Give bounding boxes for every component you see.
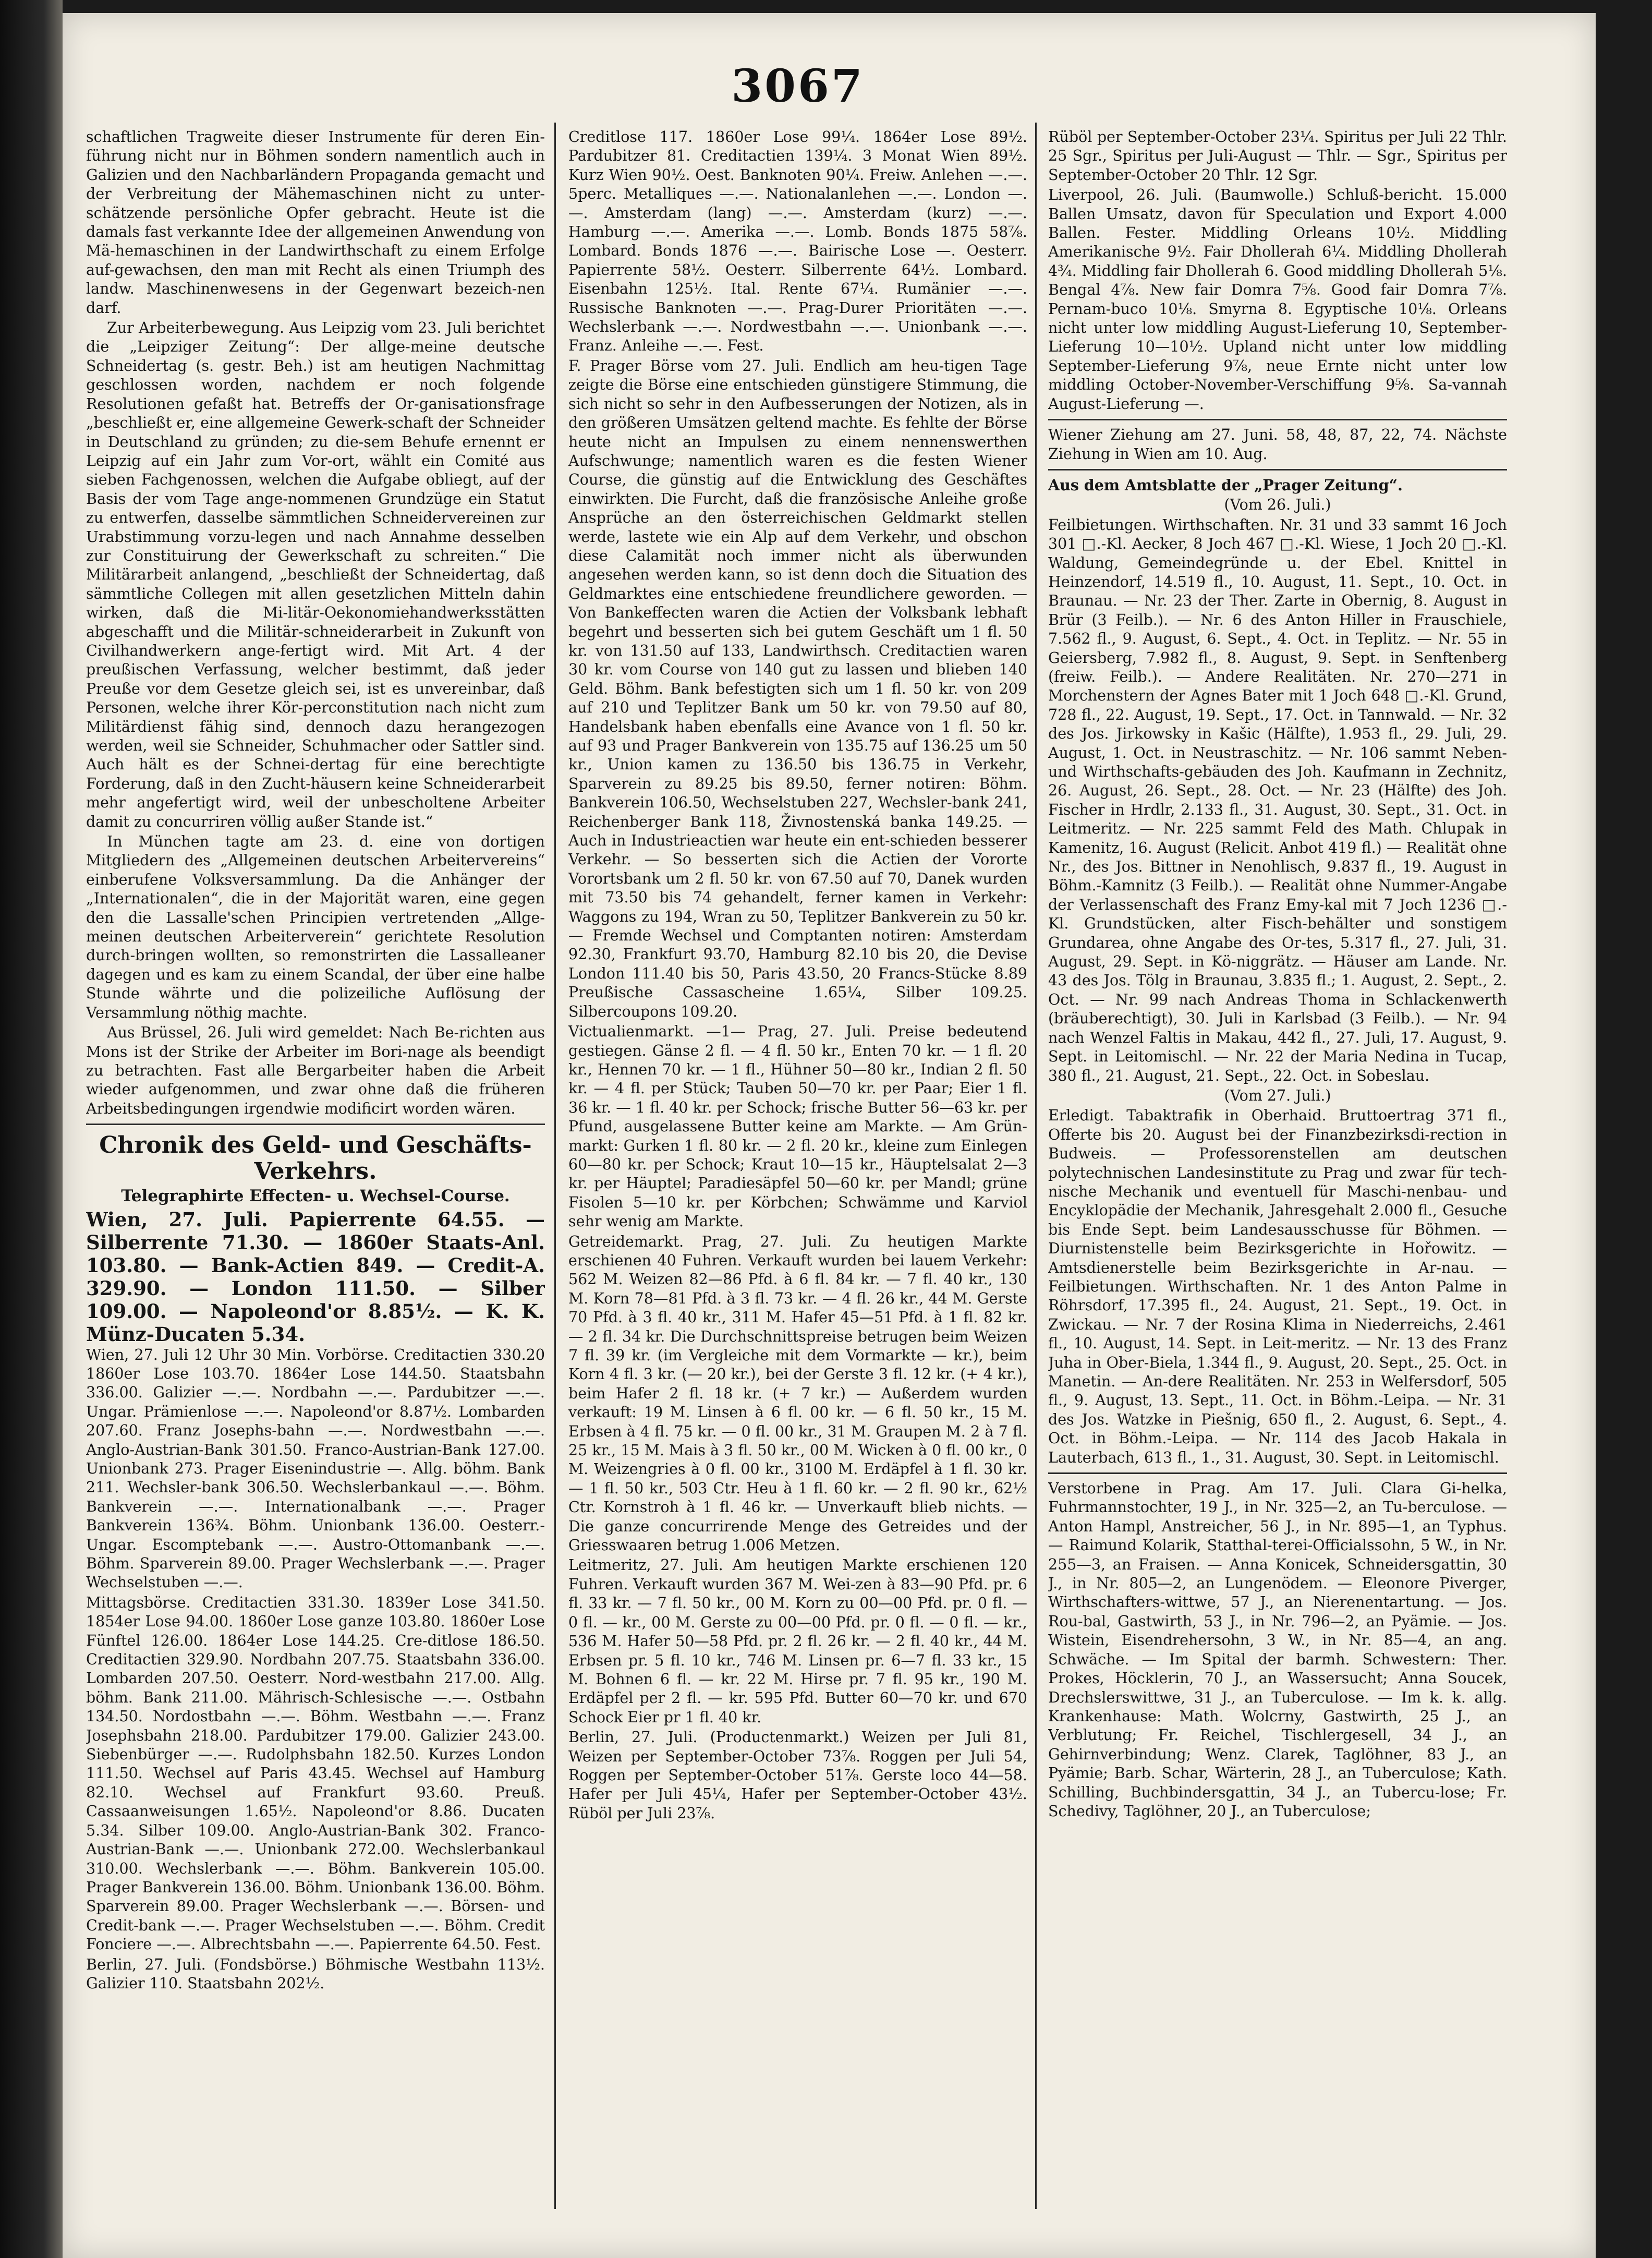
article-paragraph: (Vom 27. Juli.) — [1224, 1086, 1331, 1104]
column-rule-1 — [554, 123, 556, 2209]
article-paragraph: Getreidemarkt. Prag, 27. Juli. Zu heutigen Markte erschienen 40 Fuhren. Verkauft wurden bei lauem Verkehr: 562 M. Weizen 82—86 Pfd. à 6 fl. 84 kr. — 7 fl. 40 kr., 130 M. Korn 78—81 Pfd. à 3 fl. 73 kr. — 4 fl. 26 kr., 44 M. Gerste 70 Pfd. à 3 fl. 40 kr., 311 M. Hafer 45—51 Pfd. à 1 fl. 82 kr. — 2 fl. 34 kr. Die Durchschnittspreise betrugen beim Weizen 7 fl. 39 kr. (im Vergleiche mit dem Vormarkte — kr.), beim Korn 4 fl. 3 kr. (— 20 kr.), bei der Gerste 3 fl. 12 kr. (+ 4 kr.), beim Hafer 2 fl. 18 kr. (+ 7 kr.) — Außerdem wurden verkauft: 19 M. Linsen à 6 fl. 00 kr. — 6 fl. 50 kr., 15 M. Erbsen à 4 fl. 75 kr. — 0 fl. 00 kr., 31 M. Graupen M. 2 à 7 fl. 25 kr., 15 M. Mais à 3 fl. 50 kr., 00 M. Wicken à 0 fl. 00 kr., 0 M. Weizengries à 0 fl. 00 kr., 3100 M. Erdäpfel à 1 fl. 30 kr. — 1 fl. 50 kr., 503 Ctr. Heu à 1 fl. 60 kr. — 2 fl. 90 kr., 62½ Ctr. Kornstroh à 1 fl. 46 kr. — Unverkauft blieb nichts. — Die ganze concurrirende Menge des Getreides und der Griesswaaren betrug 1.006 Metzen. — [568, 1233, 1027, 1554]
section-subtitle: Telegraphirte Effecten- u. Wechsel-Course. — [121, 1187, 510, 1206]
article-paragraph: Leitmeritz, 27. Juli. Am heutigen Markte erschienen 120 Fuhren. Verkauft wurden 367 M. Wei-zen à 83—90 Pfd. pr. 6 fl. 33 kr. — 7 fl. 50 kr., 00 M. Korn zu 00—00 Pfd. pr. 0 fl. — 0 fl. — kr., 00 M. Gerste zu 00—00 Pfd. pr. 0 fl. — 0 fl. — kr., 536 M. Hafer 50—58 Pfd. pr. 2 fl. 26 kr. — 2 fl. 40 kr., 44 M. Erbsen pr. 5 fl. 10 kr., 746 M. Linsen pr. 6—7 fl. 33 kr., 15 M. Bohnen 6 fl. — kr. 22 M. Hirse pr. 7 fl. 95 kr., 190 M. Erdäpfel per 2 fl. — kr. 595 Pfd. Butter 60—70 kr. und 670 Schock Eier pr 1 fl. 40 kr. — [568, 1556, 1027, 1726]
section-divider — [1048, 419, 1507, 420]
article-paragraph: Verstorbene in Prag. Am 17. Juli. Clara Gi-helka, Fuhrmannstochter, 19 J., in Nr. 325—2, an Tu-berculose. — Anton Hampl, Anstreicher, 56 J., in Nr. 895—1, an Typhus. — Raimund Kolarik, Statthal-terei-Officialssohn, 5 W., in Nr. 255—3, an Fraisen. — Anna Konicek, Schneidersgattin, 30 J., in Nr. 805—2, an Lungenödem. — Eleonore Piverger, Wirthschafters-wittwe, 57 J., an Nierenentartung. — Jos. Rou-bal, Gastwirth, 53 J., in Nr. 796—2, an Pyämie. — Jos. Wistein, Eisendrehersohn, 3 W., in Nr. 85—4, an ang. Schwäche. — Im Spital der barmh. Schwestern: Ther. Prokes, Höcklerin, 70 J., an Wassersucht; Anna Soucek, Drechslerswittwe, 31 J., an Tuberculose. — Im k. k. allg. Krankenhause: Math. Wolcrny, Gastwirth, 25 J., an Verblutung; Fr. Reichel, Tischlergesell, 34 J., an Gehirnverbindung; Wenz. Clarek, Taglöhner, 83 J., an Pyämie; Barb. Schar, Wärterin, 28 J., an Tuberculose; Kath. Schilling, Buchbindersgattin, 34 J., an Tubercu-lose; Fr. Schedivy, Taglöhner, 20 J., an Tuberculose; — [1048, 1480, 1507, 1820]
column-1 — [86, 128, 545, 2212]
scan-border — [0, 0, 63, 2258]
article-paragraph: Aus dem Amtsblatte der „Prager Zeitung“. — [1048, 476, 1403, 494]
vienna-rates: Wien, 27. Juli. Papierrente 64.55. — Silberrente 71.30. — 1860er Staats-Anl. 103.80. — Bank-Actien 849. — Credit-A. 329.90. — London 111.50. — Silber 109.00. — Napoleond'or 8.85½. — K. K. Münz-Ducaten 5.34. — [86, 1208, 545, 1346]
section-title: Chronik des Geld- und Geschäfts-Verkehrs. — [99, 1132, 532, 1185]
article-paragraph: Berlin, 27. Juli. (Fondsbörse.) Böhmische Westbahn 113½. Galizier 110. Staatsbahn 202½. — [86, 1955, 545, 1992]
article-paragraph: (Vom 26. Juli.) — [1224, 496, 1331, 514]
article-paragraph: Creditlose 117. 1860er Lose 99¼. 1864er Lose 89½. Pardubitzer 81. Creditactien 139¼. 3 Monat Wien 89½. Kurz Wien 90½. Oest. Banknoten 90¼. Freiw. Anlehen —.—. 5perc. Metalliques —.—. Nationalanlehen —.—. London —.—. Amsterdam (lang) —.—. Amsterdam (kurz) —.—. Hamburg —.—. Amerika —.—. Lomb. Bonds 1875 58⅞. Lombard. Bonds 1876 —.—. Bairische Lose —. Oesterr. Papierrente 58½. Oesterr. Silberrente 64½. Lombard. Eisenbahn 125½. Ital. Rente 67¼. Rumänier —.—. Russische Banknoten —.—. Prag-Durer Prioritäten —.—. Wechslerbank —.—. Nordwestbahn —.—. Unionbank —.—. Franz. Anleihe —.—. Fest. — [568, 128, 1027, 355]
article-paragraph: Rüböl per September-October 23¼. Spiritus per Juli 22 Thlr. 25 Sgr., Spiritus per Juli-August — Thlr. — Sgr., Spiritus per September-October 20 Thlr. 12 Sgr. — [1048, 128, 1507, 184]
article-paragraph: Liverpool, 26. Juli. (Baumwolle.) Schluß-bericht. 15.000 Ballen Umsatz, davon für Speculation und Export 4.000 Ballen. Fester. Middling Orleans 10½. Middling Amerikanische 9½. Fair Dhollerah 6¼. Middling Dhollerah 4¾. Middling fair Dhollerah 6. Good middling Dhollerah 5⅛. Bengal 4⅞. New fair Domra 7⅝. Good fair Domra 7⅞. Pernam-buco 10⅛. Smyrna 8. Egyptische 10⅛. Orleans nicht unter low middling August-Lieferung 10, September-Lieferung 10—10½. Upland nicht unter low middling September-Lieferung 9⅞, neue Ernte nicht unter low middling October-November-Verschiffung 9⅝. Sa-vannah August-Lieferung —. — [1048, 186, 1507, 413]
article-paragraph: Wien, 27. Juli 12 Uhr 30 Min. Vorbörse. Creditactien 330.20 1860er Lose 103.70. 1864er Lose 144.50. Staatsbahn 336.00. Galizier —.—. Nordbahn —.—. Pardubitzer —.—. Ungar. Prämienlose —.—. Napoleond'or 8.87½. Lombarden 207.60. Franz Josephs-bahn —.—. Nordwestbahn —.—. Anglo-Austrian-Bank 301.50. Franco-Austrian-Bank 127.00. Unionbank 273. Prager Eisenindustrie —. Allg. böhm. Bank 211. Wechsler-bank 306.50. Wechslerbankaul —.—. Böhm. Bankverein —.—. Internationalbank —.—. Prager Bankverein 136¾. Böhm. Unionbank 136.00. Oesterr.-Ungar. Escomptebank —.—. Austro-Ottomanbank —.—. Böhm. Sparverein 89.00. Prager Wechslerbank —.—. Prager Wechselstuben —.—. — [86, 1346, 545, 1591]
section-divider — [86, 1124, 545, 1125]
article-paragraph: Mittagsbörse. Creditactien 331.30. 1839er Lose 341.50. 1854er Lose 94.00. 1860er Lose ganze 103.80. 1860er Lose Fünftel 126.00. 1864er Lose 144.25. Cre-ditlose 186.50. Creditactien 329.90. Nordbahn 207.75. Staatsbahn 336.00. Lombarden 207.50. Oesterr. Nord-westbahn 217.00. Allg. böhm. Bank 211.00. Mährisch-Schlesische —.—. Ostbahn 134.50. Nordostbahn —.—. Böhm. Westbahn —.—. Franz Josephsbahn 218.00. Pardubitzer 179.00. Galizier 243.00. Siebenbürger —.—. Rudolphsbahn 182.50. Kurzes London 111.50. Wechsel auf Paris 43.45. Wechsel auf Hamburg 82.10. Wechsel auf Frankfurt 93.60. Preuß. Cassaanweisungen 1.65½. Napoleond'or 8.86. Ducaten 5.34. Silber 109.00. Anglo-Austrian-Bank 302. Franco-Austrian-Bank —.—. Unionbank 272.00. Wechslerbankaul 310.00. Wechslerbank —.—. Böhm. Bankverein 105.00. Prager Bankverein 136.00. Böhm. Unionbank 136.00. Böhm. Sparverein 89.00. Prager Wechslerbank —.—. Börsen- und Credit-bank —.—. Prager Wechselstuben —.—. Böhm. Credit Fonciere —.—. Albrechtsbahn —.—. Papierrente 64.50. Fest. — [86, 1593, 545, 1953]
column-rule-2 — [1035, 123, 1037, 2209]
article-paragraph: Erledigt. Tabaktrafik in Oberhaid. Bruttoertrag 371 fl., Offerte bis 20. August bei der Finanzbezirksdi-rection in Budweis. — Professorenstellen am deutschen polytechnischen Landesinstitute zu Prag und zwar für tech-nische Mechanik und eventuell für Maschi-nenbau- und Encyklopädie der Mechanik, Jahresgehalt 2.000 fl., Gesuche bis Ende Sept. beim Landesausschusse für Böhmen. — Diurnistenstelle beim Bezirksgerichte in Hořowitz. — Amtsdienerstelle beim Bezirksgerichte in Ar-nau. — Feilbietungen. Wirthschaften. Nr. 1 des Anton Palme in Röhrsdorf, 17.395 fl., 24. August, 21. Sept., 19. Oct. in Zwickau. — Nr. 7 der Rosina Klima in Niederreichs, 2.461 fl., 10. August, 14. Sept. in Leit-meritz. — Nr. 13 des Franz Juha in Ober-Biela, 1.344 fl., 9. August, 20. Sept., 25. Oct. in Manetin. — An-dere Realitäten. Nr. 253 in Welfersdorf, 505 fl., 9. August, 13. Sept., 11. Oct. in Böhm.-Leipa. — Nr. 31 des Jos. Watzke in Piešnig, 650 fl., 2. August, 6. Sept., 4. Oct. in Böhm.-Leipa. — Nr. 114 des Jacob Hakala in Lauterbach, 613 fl., 1., 31. August, 30. Sept. in Leitomischl. — [1048, 1107, 1507, 1466]
section-divider — [1048, 469, 1507, 470]
article-paragraph: Feilbietungen. Wirthschaften. Nr. 31 und 33 sammt 16 Joch 301 □.-Kl. Aecker, 8 Joch 467 □.-Kl. Wiese, 1 Joch 20 □.-Kl. Waldung, Gemeindegründe u. der Ebel. Knittel in Heinzendorf, 14.519 fl., 10. August, 11. Sept., 10. Oct. in Braunau. — Nr. 23 der Ther. Zarte in Obernig, 8. August in Brür (3 Feilb.). — Nr. 6 des Anton Hiller in Frauschiele, 7.562 fl., 9. August, 6. Sept., 4. Oct. in Teplitz. — Nr. 55 in Geiersberg, 7.982 fl., 8. August, 9. Sept. in Senftenberg (freiw. Feilb.). — Andere Realitäten. Nr. 270—271 in Morchenstern der Agnes Bater mit 1 Joch 648 □.-Kl. Grund, 728 fl., 22. August, 19. Sept., 17. Oct. in Tannwald. — Nr. 32 des Jos. Jirkowsky in Kašic (Hälfte), 1.953 fl., 29. Juli, 29. August, 1. Oct. in Neustraschitz. — Nr. 106 sammt Neben- und Wirthschafts-gebäuden des Joh. Kaufmann in Zechnitz, 26. August, 26. Sept., 28. Oct. — Nr. 23 (Hälfte) des Joh. Fischer in Hrdlr, 2.133 fl., 31. August, 30. Sept., 31. Oct. in Leitmeritz. — Nr. 225 sammt Feld des Math. Chlupak in Kamenitz, 16. August (Relicit. Anbot 419 fl.) — Realität ohne Nr., des Jos. Bittner in Nenohlisch, 9.837 fl., 19. August in Böhm.-Kamnitz (3 Feilb.). — Realität ohne Nummer-Angabe der Verlassenschaft des Franz Emy-kal mit 7 Joch 1236 □.-Kl. Grundstücken, alter Fisch-behälter und sonstigem Grundarea, ohne Angabe des Or-tes, 5.317 fl., 27. Juli, 31. August, 29. Sept. in Kö-niggrätz. — Häuser am Lande. Nr. 43 des Jos. Tölg in Braunau, 3.835 fl.; 1. August, 2. Sept., 2. Oct. — Nr. 99 nach Andreas Thoma in Schlackenwerth (bräuberechtigt), 30. Juli in Karlsbad (3 Feilb.). — Nr. 94 nach Wenzel Faltis in Makau, 442 fl., 27. Juli, 17. August, 9. Sept. in Leitomischl. — Nr. 22 der Maria Nedina in Tucap, 380 fl., 21. August, 21. Sept., 22. Oct. in Sobeslau. — [1048, 516, 1507, 1084]
article-paragraph: Aus Brüssel, 26. Juli wird gemeldet: Nach Be-richten aus Mons ist der Strike der Arbeiter im Bori-nage als beendigt zu betrachten. Fast alle Bergarbeiter haben die Arbeit wieder aufgenommen, und zwar ohne daß die früheren Arbeitsbedingungen irgendwie modificirt worden wären. — [86, 1024, 545, 1117]
article-paragraph: Wiener Ziehung am 27. Juni. 58, 48, 87, 22, 74. Nächste Ziehung in Wien am 10. Aug. — [1048, 426, 1507, 463]
column-2 — [568, 128, 1027, 2212]
article-paragraph: In München tagte am 23. d. eine von dortigen Mitgliedern des „Allgemeinen deutschen Arbeitervereins“ einberufene Volksversammlung. Da die Anhänger der „Internationalen“, die in der Majorität waren, eine gegen den die Lassalle'schen Principien vertretenden „Allge-meinen deutschen Arbeiterverein“ gerichtete Resolution durch-bringen wollten, so remonstrirten die Lassalleaner dagegen und es kam zu einem Scandal, der über eine halbe Stunde währte und die polizeiliche Auflösung der Versammlung nöthig machte. — [86, 833, 545, 1021]
page-number: 3067 — [731, 60, 865, 113]
article-paragraph: Victualienmarkt. —1— Prag, 27. Juli. Preise bedeutend gestiegen. Gänse 2 fl. — 4 fl. 50 kr., Enten 70 kr. — 1 fl. 20 kr., Hennen 70 kr. — 1 fl., Hühner 50—80 kr., Indian 2 fl. 50 kr. — 4 fl. per Stück; Tauben 50—70 kr. per Paar; Eier 1 fl. 36 kr. — 1 fl. 40 kr. per Schock; frische Butter 56—63 kr. per Pfund, ausgelassene Butter keine am Markte. — Am Grün-markt: Gurken 1 fl. 80 kr. — 2 fl. 20 kr., kleine zum Einlegen 60—80 kr. per Schock; Kraut 10—15 kr., Häuptelsalat 2—3 kr. per Häuptel; Paradiesäpfel 50—60 kr. per Mandl; grüne Fisolen 5—10 kr. per Körbchen; Schwämme und Karviol sehr wenig am Markte. — [568, 1023, 1027, 1230]
article-paragraph: F. Prager Börse vom 27. Juli. Endlich am heu-tigen Tage zeigte die Börse eine entschieden günstigere Stimmung, die sich nicht so sehr in den Aufbesserungen der Notizen, als in den größeren Umsätzen geltend machte. Es fehlte der Börse heute nicht an Impulsen zu einem nennenswerthen Aufschwunge; namentlich waren es die festen Wiener Course, die günstig auf die Entwicklung des Geschäftes einwirkten. Die Furcht, daß die französische Anleihe große Ansprüche an den österreichischen Geldmarkt stellen werde, lastete wie ein Alp auf dem Verkehr, und obschon diese Calamität noch immer nicht als überwunden angesehen werden kann, so ist denn doch die Situation des Geldmarktes eine entschiedene freundlichere geworden. — Von Bankeffecten waren die Actien der Volksbank lebhaft begehrt und besserten sich bei gutem Geschäft um 1 fl. 50 kr. von 131.50 auf 133, Landwirthsch. Creditactien waren 30 kr. vom Course von 140 gut zu lassen und blieben 140 Geld. Böhm. Bank befestigten sich um 1 fl. 50 kr. von 209 auf 210 und Teplitzer Bank um 50 kr. von 79.50 auf 80, Handelsbank haben ebenfalls eine Avance von 1 fl. 50 kr. auf 93 und Prager Bankverein von 135.75 auf 136.25 um 50 kr., Union kamen zu 136.50 bis 136.75 in Verkehr, Sparverein zu 89.25 bis 89.50, ferner notiren: Böhm. Bankverein 106.50, Wechselstuben 227, Wechsler-bank 241, Reichenberger Bank 118, Živnostenská banka 149.25. — Auch in Industrieactien war heute ein ent-schieden besserer Verkehr. — So besserten sich die Actien der Vororte Vorortsbank um 2 fl. 50 kr. von 67.50 auf 70, Danek wurden mit 73.50 bis 74 gehandelt, ferner kamen in Verkehr: Waggons zu 194, Wran zu 50, Teplitzer Bankverein zu 50 kr. — Fremde Wechsel und Comptanten notiren: Amsterdam 92.30, Frankfurt 93.70, Hamburg 82.10 bis 20, die Devise London 111.40 bis 50, Paris 43.50, 20 Francs-Stücke 8.89 Preußische Cassascheine 1.65¼, Silber 109.25. Silbercoupons 109.20. — [568, 357, 1027, 1020]
column-3 — [1048, 128, 1507, 2212]
article-paragraph: Zur Arbeiterbewegung. Aus Leipzig vom 23. Juli berichtet die „Leipziger Zeitung“: Der allge-meine deutsche Schneidertag (s. gestr. Beh.) ist am heutigen Nachmittag geschlossen worden, nachdem er noch folgende Resolutionen gefaßt hat. Betreffs der Or-ganisationsfrage „beschließt er, eine allgemeine Gewerk-schaft der Schneider in Deutschland zu gründen; zu die-sem Behufe ernennt er Leipzig auf ein Jahr zum Vor-ort, wählt ein Comité aus sieben Fachgenossen, welchen die Aufgabe obliegt, auf der Basis der vom Tage ange-nommenen Grundzüge ein Statut zu entwerfen, dasselbe sämmtlichen Schneidervereinen zur Urabstimmung vorzu-legen und nach Annahme desselben zur Constituirung der Gewerkschaft zu schreiten.“ Die Militärarbeit anlangend, „beschließt der Schneidertag, daß sämmtliche Collegen mit allen gesetzlichen Mitteln dahin wirken, daß die Mi-litär-Oekonomiehandwerksstätten abgeschafft und die Militär-schneiderarbeit in Zukunft von Civilhandwerkern ange-fertigt wird. Mit Art. 4 der preußischen Verfassung, welcher bestimmt, daß jeder Preuße vor dem Gesetze gleich sei, ist es unvereinbar, daß Personen, welche ihrer Kör-perconstitution nach nicht zum Militärdienst fähig sind, dennoch dazu herangezogen werden, weil sie Schneider, Schuhmacher oder Sattler sind. Auch hält es der Schnei-dertag für eine berechtigte Forderung, daß in den Zucht-häusern keine Schneiderarbeit mehr angefertigt wird, weil der unbescholtene Arbeiter damit zu concurriren völlig außer Stande ist.“ — [86, 319, 545, 830]
article-paragraph: schaftlichen Tragweite dieser Instrumente für deren Ein-führung nicht nur in Böhmen sondern namentlich auch in Galizien und den Nachbarländern Propaganda gemacht und der Verbreitung der Mähemaschinen nicht zu unter-schätzende persönliche Opfer gebracht. Heute ist die damals fast verkannte Idee der allgemeinen Anwendung von Mä-hemaschinen in der Landwirthschaft zu einem Erfolge auf-gewachsen, den man mit Recht als einen Triumph des landw. Maschinenwesens in der Gegenwart bezeich-nen darf. — [86, 128, 545, 317]
article-paragraph: Berlin, 27. Juli. (Productenmarkt.) Weizen per Juli 81, Weizen per September-October 73⅞. Roggen per Juli 54, Roggen per September-October 51⅞. Gerste loco 44—58. Hafer per Juli 45¼, Hafer per September-October 43½. Rüböl per Juli 23⅞. — [568, 1729, 1027, 1822]
section-divider — [1048, 1472, 1507, 1474]
